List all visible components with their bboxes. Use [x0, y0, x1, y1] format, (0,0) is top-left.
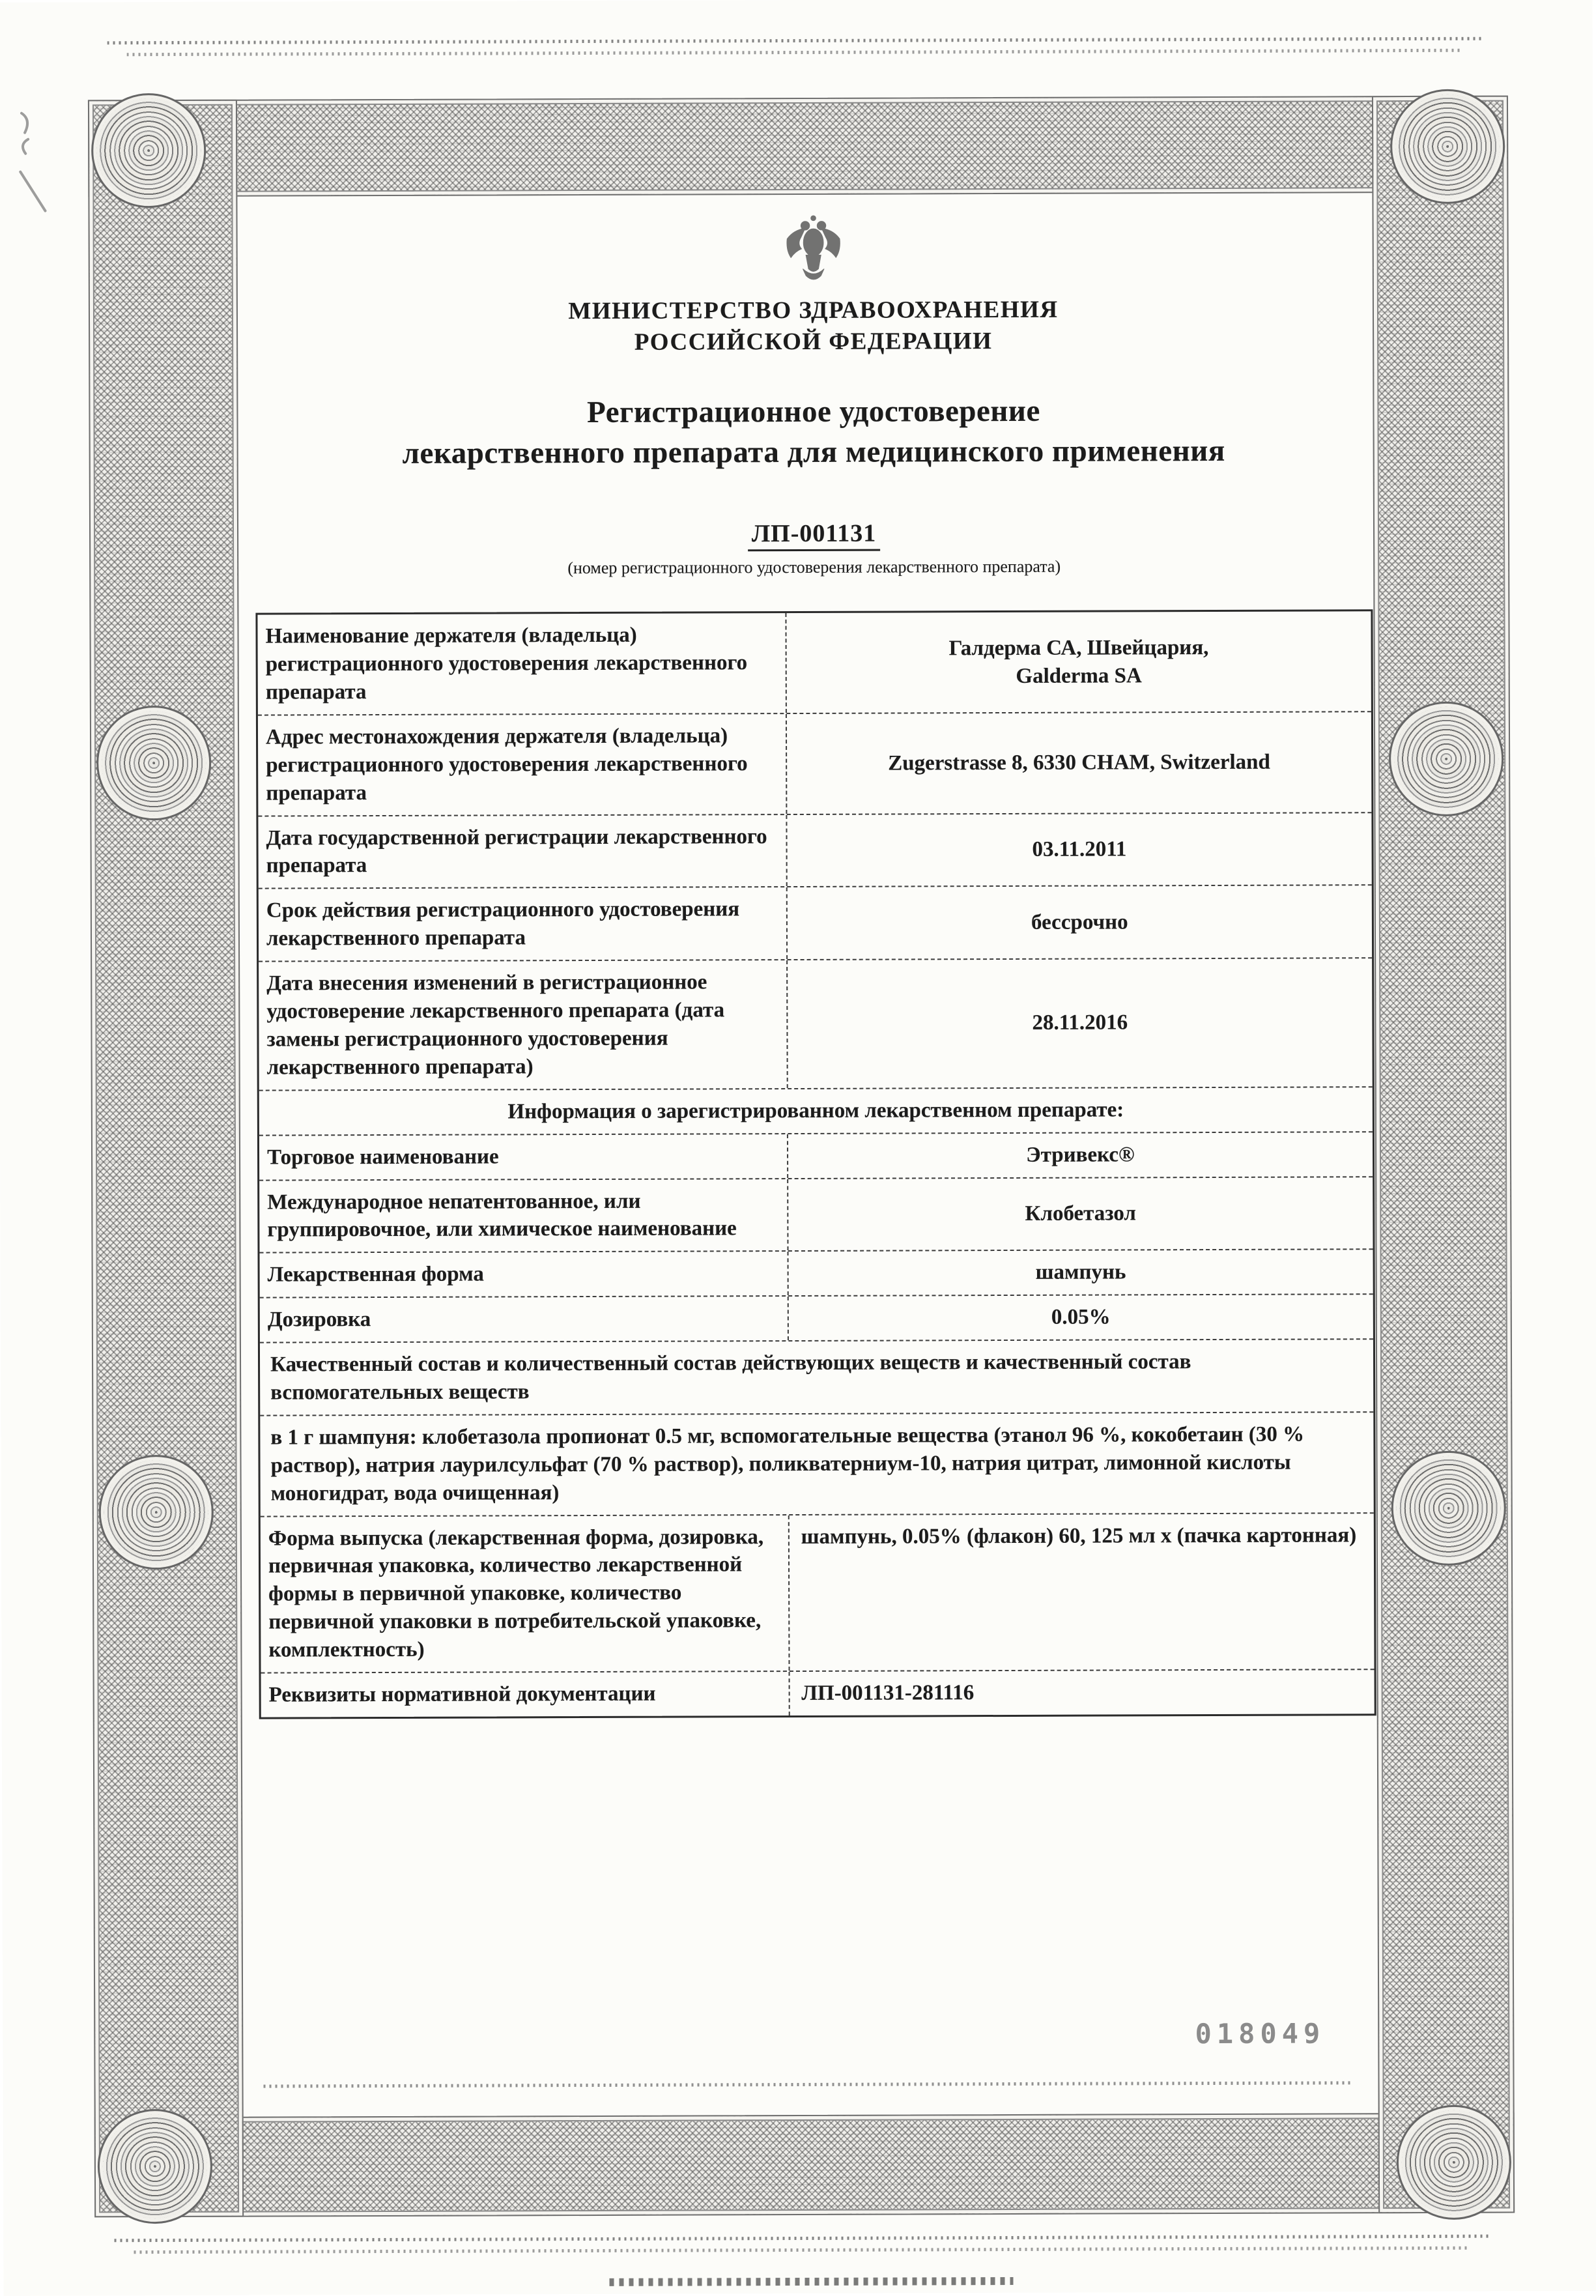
- border-rosette-top-right: [1390, 89, 1505, 205]
- border-rosette-top-left: [91, 93, 207, 208]
- perforation-dots-top-2: [127, 49, 1462, 56]
- ministry-name-line1: МИНИСТЕРСТВО ЗДРАВООХРАНЕНИЯ: [568, 296, 1059, 325]
- certificate-content: [254, 194, 1376, 1719]
- field-value: Клобетазол: [1025, 1201, 1136, 1226]
- field-value: шампунь, 0.05% (флакон) 60, 125 мл х (пачка картонная): [801, 1523, 1357, 1549]
- field-value: 0.05%: [1051, 1305, 1111, 1329]
- table-row-amendment-date: [259, 958, 1373, 1091]
- ornate-border-left: [88, 100, 244, 2218]
- table-row-inn-name: [259, 1177, 1373, 1254]
- field-value: 28.11.2016: [1032, 1011, 1128, 1035]
- bottom-print-marks: [609, 2277, 1013, 2286]
- table-row-dosage: [260, 1295, 1373, 1343]
- field-label: Форма выпуска (лекарственная форма, дозировка, первичная упаковка, количество лекарственной формы в первичной упаковке, количество первичной упаковки в потребительской упаковке, комплектность): [261, 1515, 790, 1672]
- coat-of-arms-emblem: [780, 214, 846, 286]
- document-title: [255, 390, 1372, 474]
- inner-dotted-rule: [264, 2081, 1352, 2088]
- field-value: Галдерма СА, Швейцария, Galderma SA: [948, 635, 1209, 688]
- pencil-mark: [8, 100, 74, 230]
- perforation-dots-bottom: [114, 2235, 1489, 2243]
- ministry-name-line2: РОССИЙСКОЙ ФЕДЕРАЦИИ: [634, 328, 993, 356]
- border-rosette-bottom-right: [1397, 2105, 1512, 2220]
- border-rosette-lower-right: [1391, 1451, 1506, 1566]
- composition-header-row: Качественный состав и количественный состав действующих веществ и качественный состав вспомогательных веществ: [260, 1340, 1373, 1416]
- field-label: Торговое наименование: [259, 1134, 788, 1179]
- table-row-holder-name: [257, 611, 1371, 715]
- table-row-release-form: [261, 1514, 1375, 1674]
- ornate-border-bottom: [94, 2113, 1515, 2218]
- registration-number-block: [255, 517, 1373, 579]
- field-label: Наименование держателя (владельца) регистрационного удостоверения лекарственного препарата: [257, 613, 786, 714]
- registration-number: ЛП-001131: [748, 519, 881, 552]
- field-label: Реквизиты нормативной документации: [261, 1672, 790, 1717]
- document-title-line1: Регистрационное удостоверение: [587, 394, 1040, 430]
- ornate-border-right: [1372, 96, 1515, 2214]
- field-value: бессрочно: [1031, 910, 1128, 934]
- border-rosette-lower-left: [98, 1455, 214, 1570]
- table-row-normative-docs: [261, 1670, 1375, 1717]
- composition-text-row: в 1 г шампуня: клобетазола пропионат 0.5 мг, вспомогательные вещества (этанол 96 %, кокобетаин (30 % раствор), натрия лаурилсульфат (70 % раствор), поликватерниум-10, натрия цитрат, лимонной кислоты моногидрат, вода очищенная): [260, 1413, 1373, 1517]
- table-section-header: Информация о зарегистрированном лекарственном препарате:: [259, 1087, 1373, 1136]
- field-label: Дозировка: [260, 1297, 789, 1342]
- ornate-border-top: [88, 96, 1508, 197]
- serial-stamp-number: 018049: [1195, 2017, 1326, 2050]
- field-label: Срок действия регистрационного удостоверения лекарственного препарата: [259, 887, 788, 960]
- registration-number-caption: (номер регистрационного удостоверения лекарственного препарата): [567, 556, 1061, 578]
- border-rosette-mid-left: [96, 706, 212, 821]
- table-row-trade-name: [259, 1132, 1373, 1181]
- certificate-table: [255, 609, 1376, 1719]
- border-rosette-mid-right: [1389, 702, 1504, 817]
- border-rosette-bottom-left: [98, 2109, 213, 2224]
- document-title-line2: лекарственного препарата для медицинского применения: [402, 434, 1225, 471]
- field-value: ЛП-001131-281116: [801, 1681, 975, 1705]
- field-label: Адрес местонахождения держателя (владельца) регистрационного удостоверения лекарственного препарата: [258, 714, 787, 815]
- field-label: Дата внесения изменений в регистрационное удостоверение лекарственного препарата (дата замены регистрационного удостоверения лекарственного препарата): [259, 960, 788, 1089]
- table-row-registration-date: [258, 813, 1371, 889]
- table-row-dosage-form: [260, 1250, 1373, 1299]
- table-row-validity-period: [259, 886, 1372, 962]
- field-label: Лекарственная форма: [260, 1252, 789, 1297]
- table-row-holder-address: [258, 712, 1371, 816]
- ministry-name: [255, 293, 1372, 360]
- field-label: Дата государственной регистрации лекарственного препарата: [258, 815, 787, 888]
- field-value: 03.11.2011: [1032, 837, 1127, 861]
- field-value: шампунь: [1035, 1260, 1126, 1285]
- field-label: Международное непатентованное, или группировочное, или химическое наименование: [259, 1179, 788, 1252]
- perforation-dots-top: [107, 37, 1482, 45]
- field-value: Этривекс®: [1026, 1142, 1135, 1167]
- perforation-dots-bottom-2: [134, 2246, 1469, 2254]
- field-value: Zugerstrasse 8, 6330 CHAM, Switzerland: [888, 750, 1270, 775]
